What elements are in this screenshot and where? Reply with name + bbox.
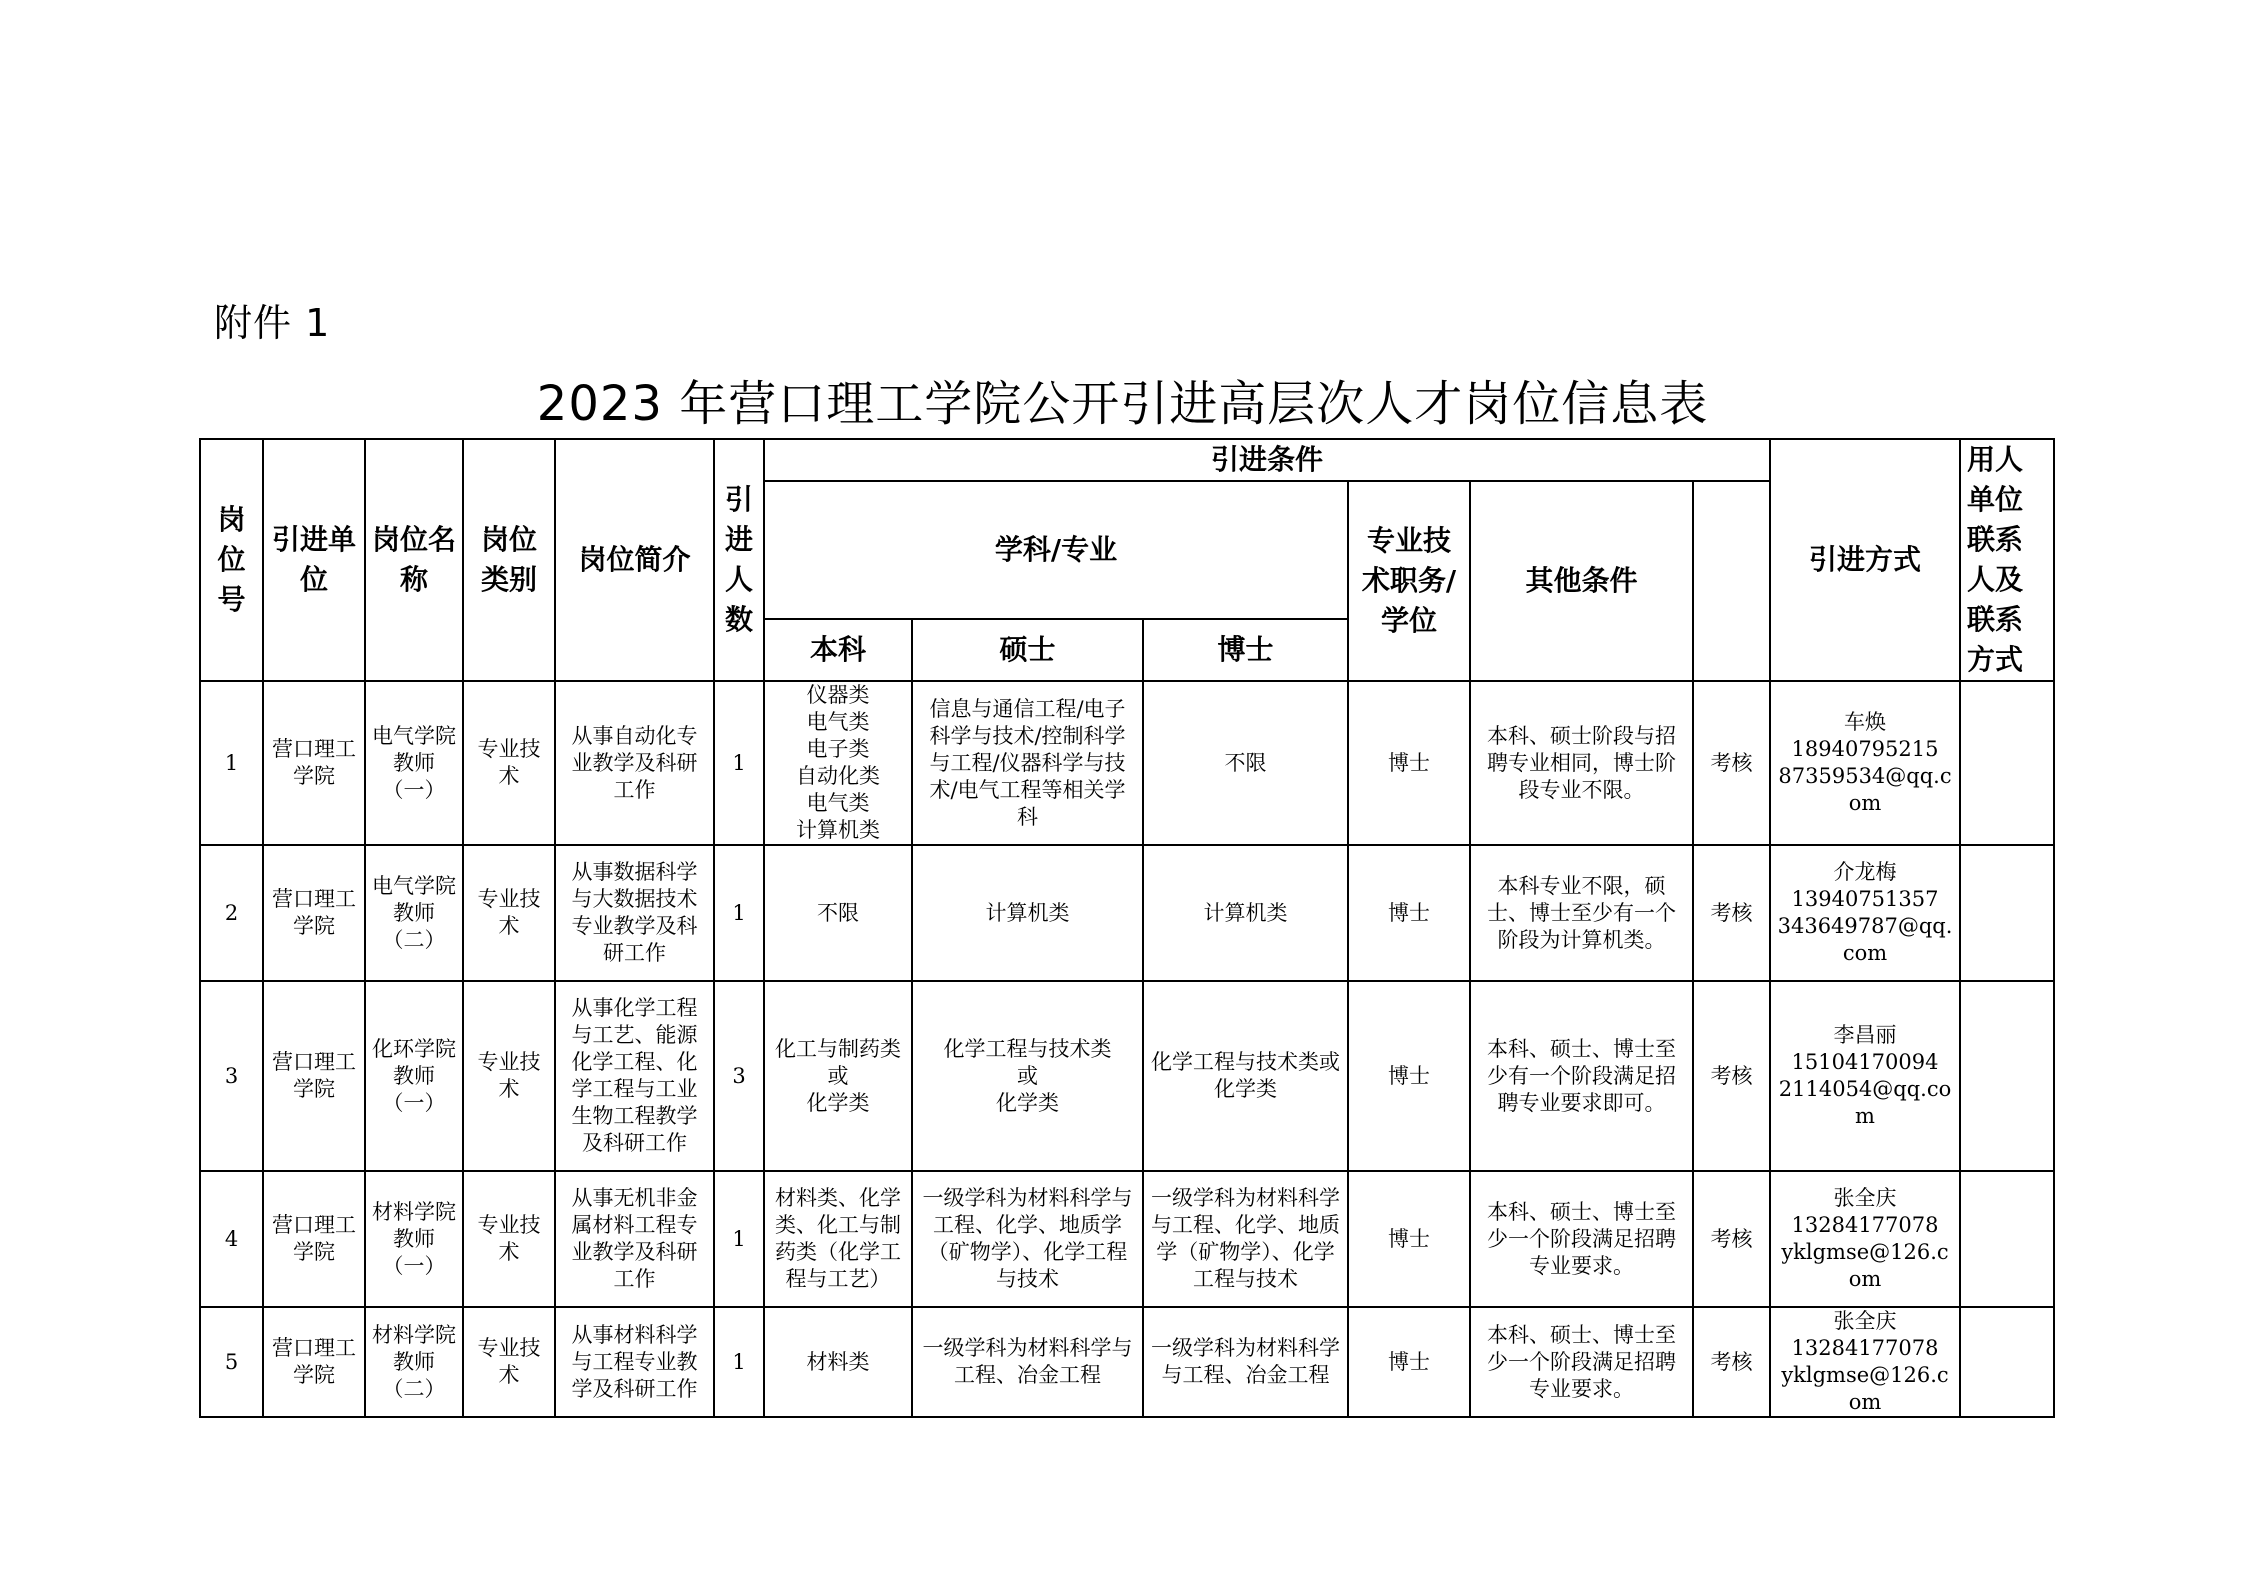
cell-count: 1 bbox=[714, 681, 764, 845]
cell-bachelor-line: 仪器类 bbox=[806, 683, 870, 707]
cell-post-name: 电气学院教师（二） bbox=[365, 845, 463, 981]
contact-email: 2114054@qq.com bbox=[1778, 1077, 1952, 1128]
cell-contact bbox=[1770, 981, 1960, 1171]
header-conditions: 引进条件 bbox=[764, 439, 1770, 481]
cell-master-line: 化学工程与技术类 bbox=[943, 1036, 1112, 1061]
cell-degree: 博士 bbox=[1348, 1171, 1470, 1307]
cell-remarks bbox=[1960, 1171, 2054, 1307]
cell-method: 考核 bbox=[1693, 1171, 1770, 1307]
header-post-type: 岗位类别 bbox=[463, 439, 555, 681]
header-count: 引进人数 bbox=[714, 439, 764, 681]
cell-post-name: 材料学院教师（二） bbox=[365, 1307, 463, 1417]
cell-contact bbox=[1770, 845, 1960, 981]
contact-name: 车焕 bbox=[1844, 710, 1887, 734]
cell-remarks bbox=[1960, 981, 2054, 1171]
header-doctor: 博士 bbox=[1143, 619, 1348, 681]
header-contact: 用人单位联系人及联系方式 bbox=[1960, 439, 2054, 681]
cell-master: 信息与通信工程/电子科学与技术/控制科学与工程/仪器科学与技术/电气工程等相关学科 bbox=[912, 681, 1143, 845]
header-other: 其他条件 bbox=[1470, 481, 1693, 681]
cell-remarks bbox=[1960, 681, 2054, 845]
cell-master: 计算机类 bbox=[912, 845, 1143, 981]
cell-post-no: 3 bbox=[200, 981, 263, 1171]
cell-method: 考核 bbox=[1693, 981, 1770, 1171]
cell-method: 考核 bbox=[1693, 681, 1770, 845]
cell-bachelor: 不限 bbox=[764, 845, 912, 981]
cell-bachelor: 材料类、化学类、化工与制药类（化学工程与工艺） bbox=[764, 1171, 912, 1307]
attachment-label: 附件 1 bbox=[214, 301, 331, 345]
cell-count: 3 bbox=[714, 981, 764, 1171]
document-title: 2023 年营口理工学院公开引进高层次人才岗位信息表 bbox=[536, 376, 1709, 432]
cell-post-type: 专业技术 bbox=[463, 1307, 555, 1417]
cell-remarks bbox=[1960, 845, 2054, 981]
table-body bbox=[200, 681, 2054, 1417]
header-title-degree: 专业技术职务/学位 bbox=[1348, 481, 1470, 681]
cell-doctor-line: 化学类 bbox=[1214, 1077, 1277, 1101]
cell-unit: 营口理工学院 bbox=[263, 681, 365, 845]
table-row bbox=[200, 1171, 2054, 1307]
contact-name: 张全庆 bbox=[1833, 1186, 1897, 1210]
cell-bachelor: 材料类 bbox=[764, 1307, 912, 1417]
header-master: 硕士 bbox=[912, 619, 1143, 681]
contact-name: 张全庆 bbox=[1833, 1309, 1897, 1333]
cell-unit: 营口理工学院 bbox=[263, 1171, 365, 1307]
cell-method: 考核 bbox=[1693, 1307, 1770, 1417]
cell-bachelor bbox=[764, 981, 912, 1171]
cell-bachelor-line: 计算机类 bbox=[796, 818, 880, 842]
header-post-no: 岗位号 bbox=[200, 439, 263, 681]
cell-bachelor-line: 化工与制药类或 bbox=[775, 1036, 901, 1088]
cell-bachelor-line: 电子类 bbox=[806, 737, 870, 761]
cell-remarks bbox=[1960, 1307, 2054, 1417]
cell-post-intro: 从事化学工程与工艺、能源化学工程、化学工程与工业生物工程教学及科研工作 bbox=[555, 981, 714, 1171]
contact-phone: 18940795215 bbox=[1791, 737, 1939, 761]
contact-phone: 13940751357 bbox=[1791, 887, 1939, 911]
header-unit: 引进单位 bbox=[263, 439, 365, 681]
contact-phone: 13284177078 bbox=[1791, 1336, 1939, 1360]
cell-count: 1 bbox=[714, 1171, 764, 1307]
cell-post-type: 专业技术 bbox=[463, 981, 555, 1171]
header-post-intro: 岗位简介 bbox=[555, 439, 714, 681]
cell-count: 1 bbox=[714, 1307, 764, 1417]
header-method: 引进方式 bbox=[1770, 439, 1960, 681]
contact-email: 87359534@qq.com bbox=[1778, 764, 1952, 815]
contact-phone: 13284177078 bbox=[1791, 1213, 1939, 1237]
cell-doctor: 计算机类 bbox=[1143, 845, 1348, 981]
cell-post-intro: 从事自动化专业教学及科研工作 bbox=[555, 681, 714, 845]
header-row bbox=[200, 439, 2054, 481]
contact-email: yklgmse@126.com bbox=[1781, 1240, 1949, 1291]
contact-name: 李昌丽 bbox=[1833, 1023, 1897, 1047]
cell-master bbox=[912, 981, 1143, 1171]
cell-bachelor-line: 化学类 bbox=[806, 1090, 870, 1115]
cell-master-line: 化学类 bbox=[996, 1090, 1059, 1115]
contact-email: yklgmse@126.com bbox=[1781, 1363, 1949, 1414]
cell-post-name: 化环学院教师（一） bbox=[365, 981, 463, 1171]
header-discipline: 学科/专业 bbox=[764, 481, 1348, 619]
cell-doctor: 不限 bbox=[1143, 681, 1348, 845]
contact-name: 介龙梅 bbox=[1833, 860, 1897, 884]
cell-doctor: 一级学科为材料科学与工程、冶金工程 bbox=[1143, 1307, 1348, 1417]
cell-post-name: 电气学院教师（一） bbox=[365, 681, 463, 845]
cell-post-type: 专业技术 bbox=[463, 1171, 555, 1307]
cell-bachelor bbox=[764, 681, 912, 845]
cell-degree: 博士 bbox=[1348, 845, 1470, 981]
cell-unit: 营口理工学院 bbox=[263, 981, 365, 1171]
cell-method: 考核 bbox=[1693, 845, 1770, 981]
contact-phone: 15104170094 bbox=[1791, 1050, 1939, 1074]
cell-other: 本科、硕士、博士至少一个阶段满足招聘专业要求。 bbox=[1470, 1171, 1693, 1307]
cell-degree: 博士 bbox=[1348, 681, 1470, 845]
cell-post-no: 2 bbox=[200, 845, 263, 981]
cell-post-type: 专业技术 bbox=[463, 845, 555, 981]
cell-post-type: 专业技术 bbox=[463, 681, 555, 845]
cell-post-no: 5 bbox=[200, 1307, 263, 1417]
cell-other: 本科、硕士阶段与招聘专业相同，博士阶段专业不限。 bbox=[1470, 681, 1693, 845]
cell-contact bbox=[1770, 681, 1960, 845]
cell-post-intro: 从事无机非金属材料工程专业教学及科研工作 bbox=[555, 1171, 714, 1307]
cell-bachelor-line: 电气类 bbox=[806, 791, 870, 815]
header-post-name: 岗位名称 bbox=[365, 439, 463, 681]
cell-post-no: 1 bbox=[200, 681, 263, 845]
cell-post-intro: 从事材料科学与工程专业教学及科研工作 bbox=[555, 1307, 714, 1417]
cell-degree: 博士 bbox=[1348, 981, 1470, 1171]
cell-bachelor-line: 电气类 bbox=[806, 710, 870, 734]
table-row bbox=[200, 681, 2054, 845]
cell-other: 本科、硕士、博士至少一个阶段满足招聘专业要求。 bbox=[1470, 1307, 1693, 1417]
table-row bbox=[200, 845, 2054, 981]
cell-post-name: 材料学院教师（一） bbox=[365, 1171, 463, 1307]
cell-unit: 营口理工学院 bbox=[263, 845, 365, 981]
table-row bbox=[200, 981, 2054, 1171]
cell-master: 一级学科为材料科学与工程、化学、地质学（矿物学）、化学工程与技术 bbox=[912, 1171, 1143, 1307]
job-info-table bbox=[199, 438, 2055, 1418]
cell-doctor-line: 化学工程与技术类或 bbox=[1151, 1050, 1340, 1074]
cell-master-line: 或 bbox=[1017, 1063, 1038, 1088]
contact-email: 343649787@qq.com bbox=[1777, 914, 1953, 965]
cell-bachelor-line: 自动化类 bbox=[796, 764, 880, 788]
cell-contact bbox=[1770, 1307, 1960, 1417]
header-bachelor: 本科 bbox=[764, 619, 912, 681]
cell-degree: 博士 bbox=[1348, 1307, 1470, 1417]
cell-doctor: 一级学科为材料科学与工程、化学、地质学（矿物学）、化学工程与技术 bbox=[1143, 1171, 1348, 1307]
cell-unit: 营口理工学院 bbox=[263, 1307, 365, 1417]
cell-doctor bbox=[1143, 981, 1348, 1171]
cell-count: 1 bbox=[714, 845, 764, 981]
cell-other: 本科、硕士、博士至少有一个阶段满足招聘专业要求即可。 bbox=[1470, 981, 1693, 1171]
cell-other: 本科专业不限，硕士、博士至少有一个阶段为计算机类。 bbox=[1470, 845, 1693, 981]
cell-post-intro: 从事数据科学与大数据技术专业教学及科研工作 bbox=[555, 845, 714, 981]
cell-contact bbox=[1770, 1171, 1960, 1307]
table-row bbox=[200, 1307, 2054, 1417]
cell-post-no: 4 bbox=[200, 1171, 263, 1307]
cell-master: 一级学科为材料科学与工程、冶金工程 bbox=[912, 1307, 1143, 1417]
